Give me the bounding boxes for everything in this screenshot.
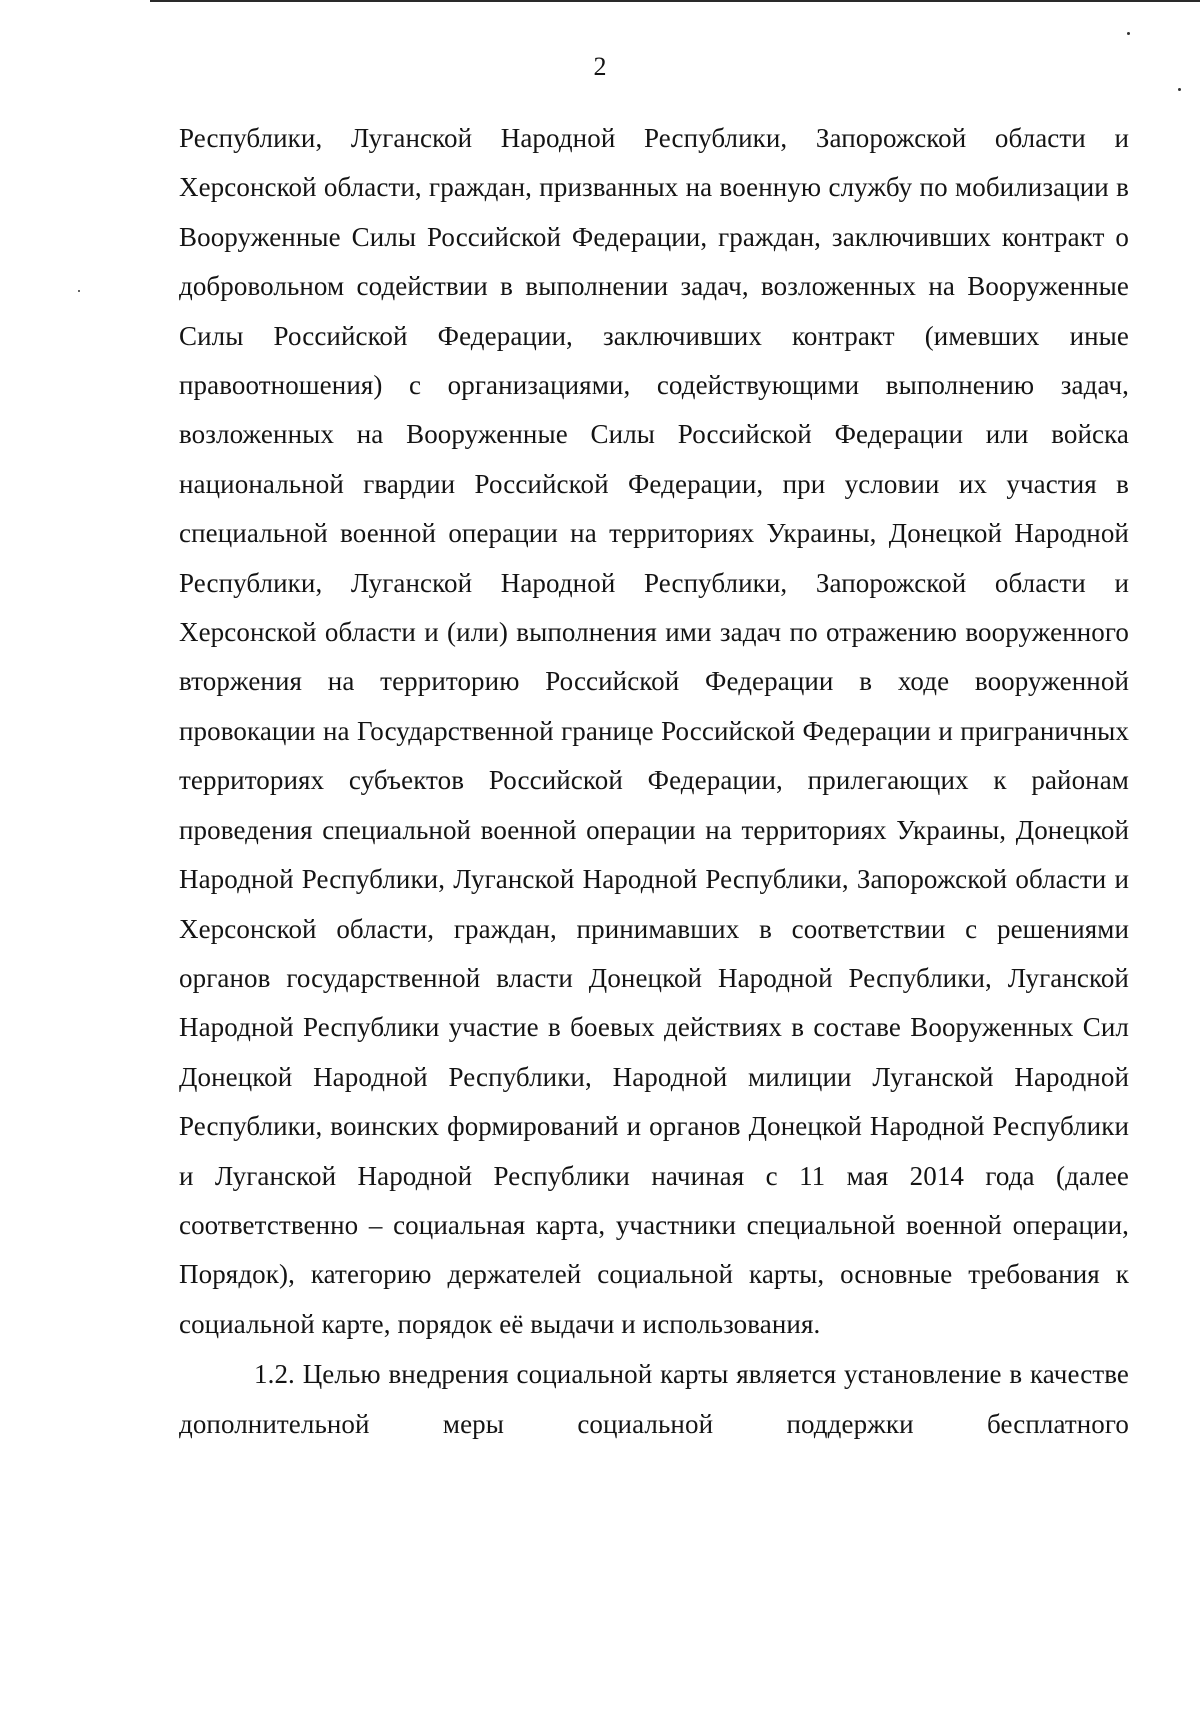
paragraph-continuation: Республики, Луганской Народной Республики, Запорожской области и Херсонской области, граждан, призванных на военную службу по мобилизации в Вооруженные Силы Российской Федерации, граждан, заключивших контракт о добровольном содействии в выполнении задач, возложенных на Вооруженные Силы Российской Федерации, заключивших контракт (имевших иные правоотношения) с организациями, содействующими выполнению задач, возложенных на Вооруженные Силы Российской Федерации или войска национальной гвардии Российской Федерации, при условии их участия в специальной военной операции на территориях Украины, Донецкой Народной Республики, Луганской Народной Республики, Запорожской области и Херсонской области и (или) выполнения ими задач по отражению вооруженного вторжения на территорию Российской Федерации в ходе вооруженной провокации на Государственной границе Российской Федерации и приграничных территориях субъектов Российской Федерации, прилегающих к районам проведения специальной военной операции на территориях Украины, Донецкой Народной Республики, Луганской Народной Республики, Запорожской области и Херсонской области, граждан, принимавших в соответствии с решениями органов государственной власти Донецкой Народной Республики, Луганской Народной Республики участие в боевых действиях в составе Вооруженных Сил Донецкой Народной Республики, Народной милиции Луганской Народной Республики, воинских формирований и органов Донецкой Народной Республики и Луганской Народной Республики начиная с 11 мая 2014 года (далее соответственно – социальная карта, участники специальной военной операции, Порядок), категорию держателей социальной карты, основные требования к социальной карте, порядок её выдачи и использования. [179, 123, 1129, 1339]
page-number: 2 [593, 52, 607, 81]
scan-speck [1178, 88, 1181, 91]
scan-speck [1127, 32, 1130, 35]
scan-speck [78, 290, 80, 292]
scan-top-edge [150, 0, 1200, 2]
paragraph-1-2: 1.2. Целью внедрения социальной карты является установление в качестве дополнительной меры социальной поддержки бесплатного [179, 1359, 1129, 1439]
document-body [179, 114, 1129, 1449]
